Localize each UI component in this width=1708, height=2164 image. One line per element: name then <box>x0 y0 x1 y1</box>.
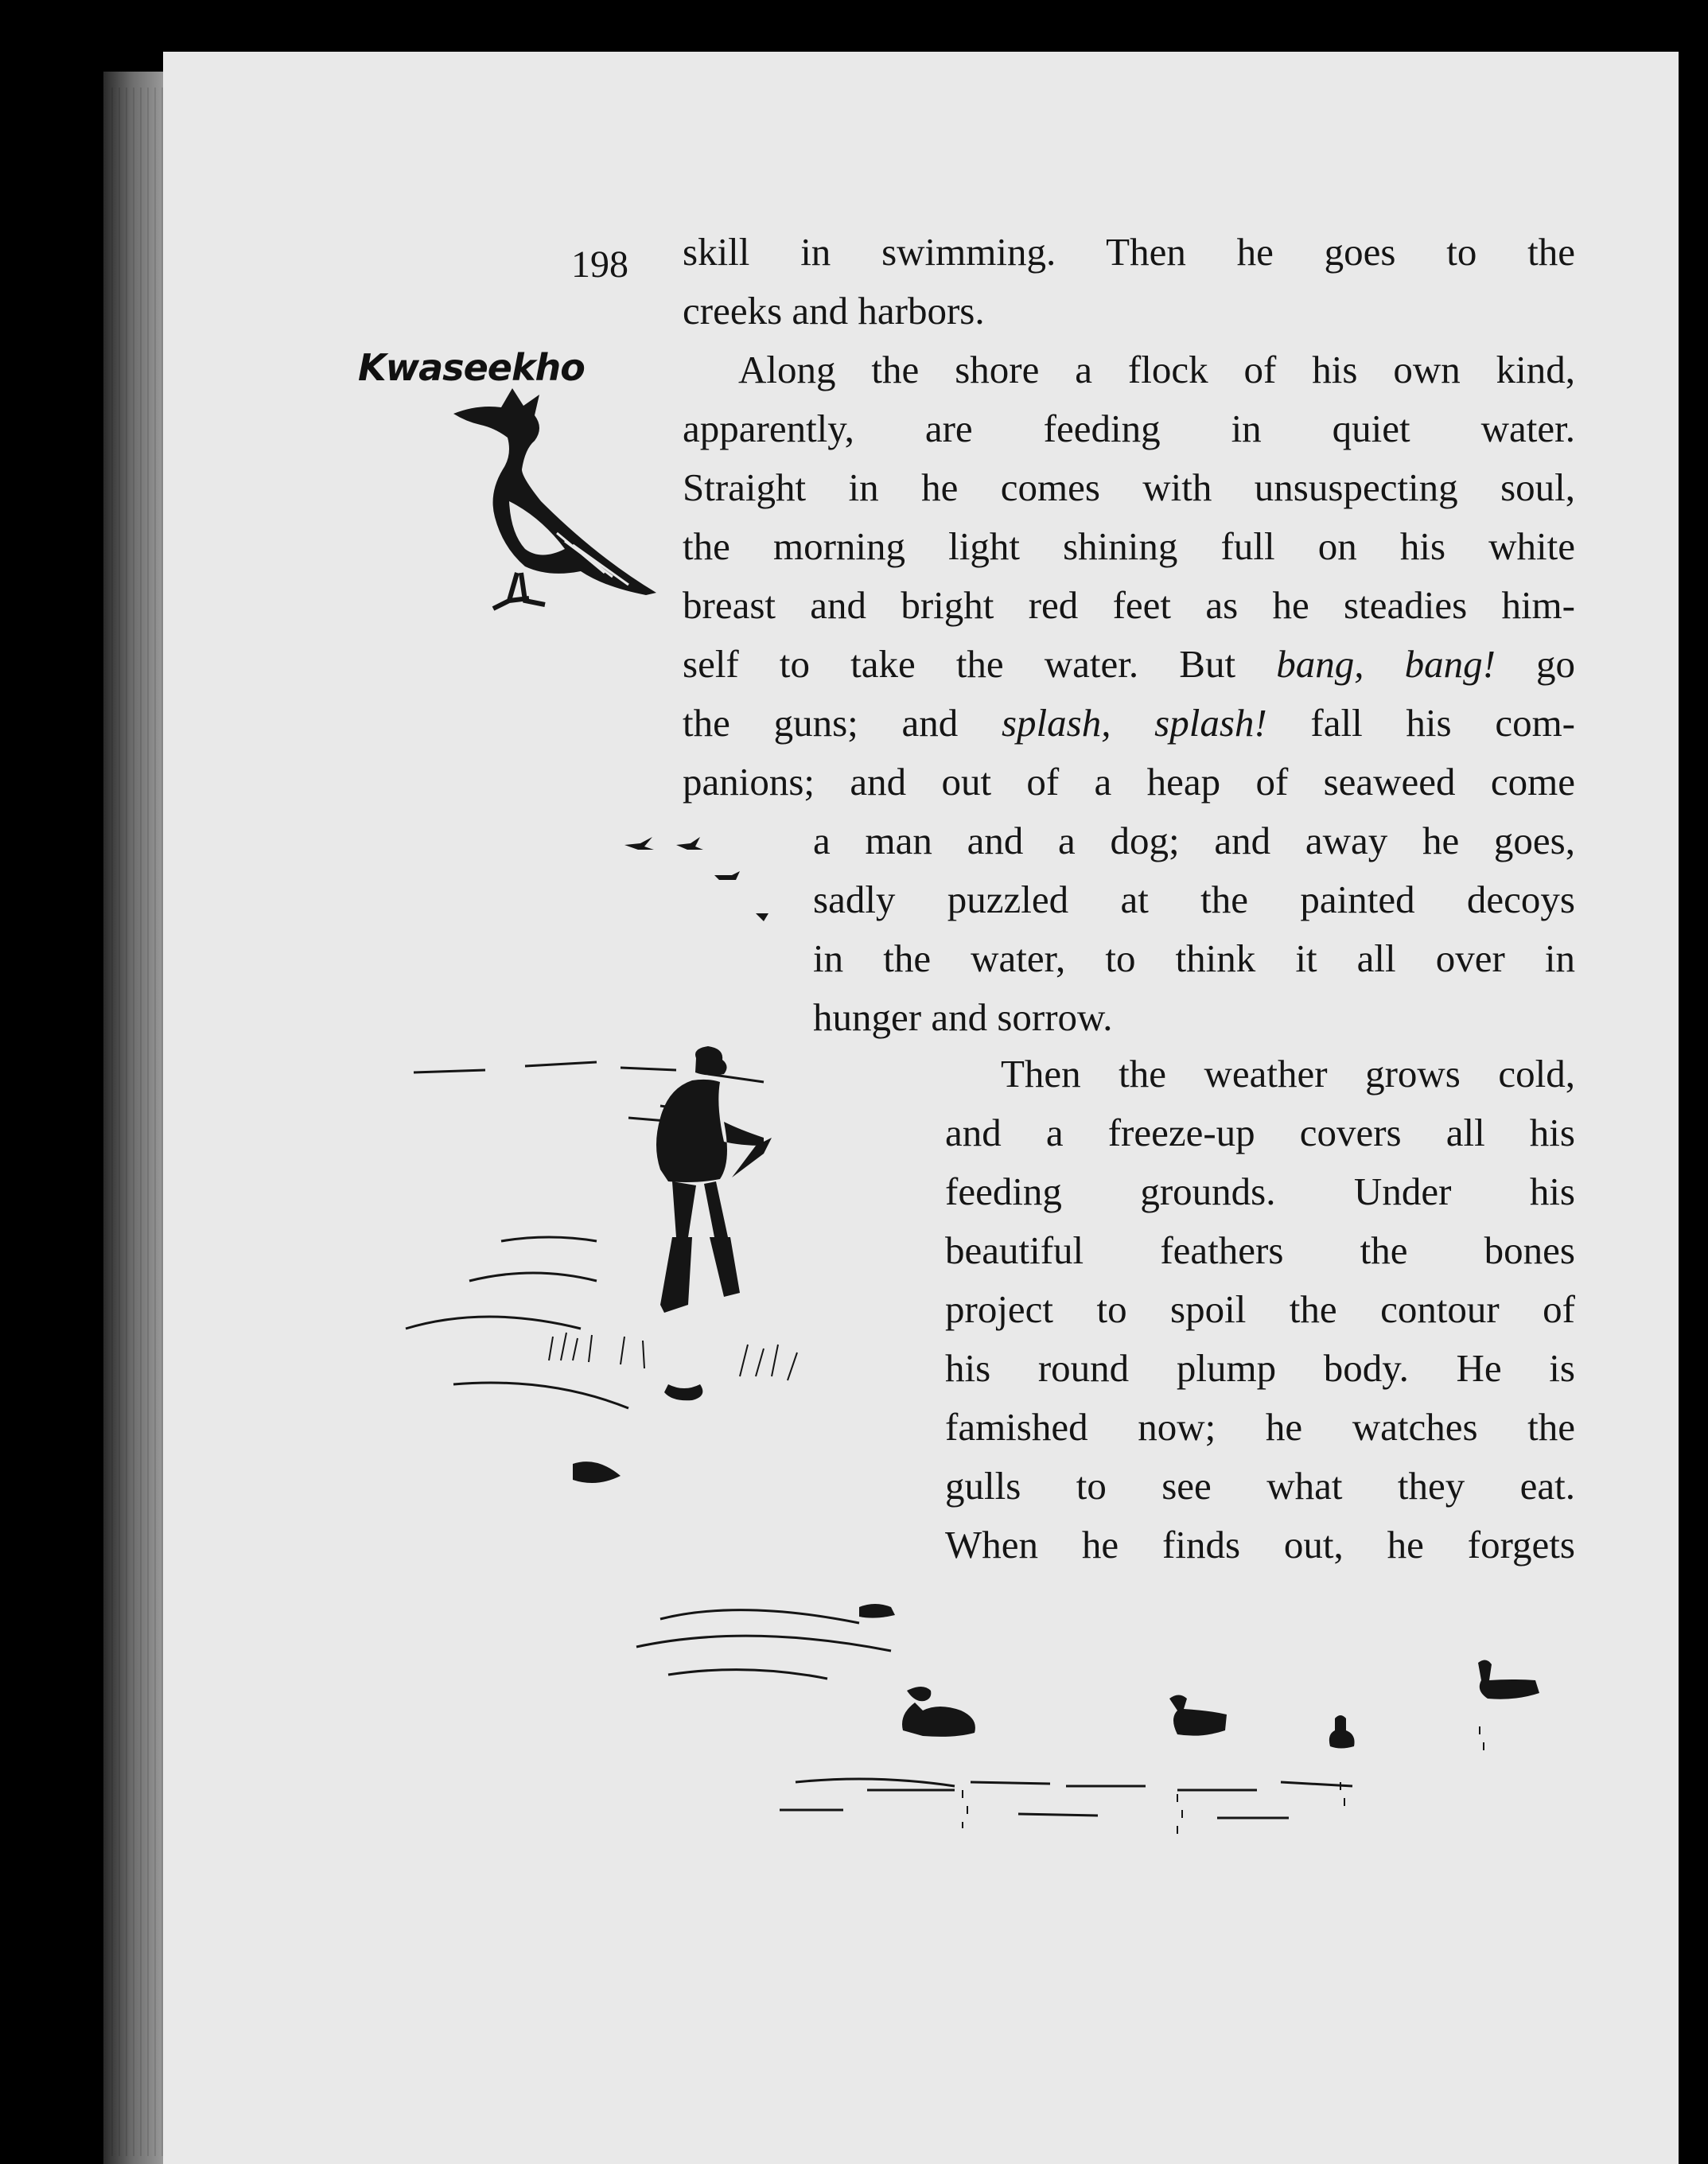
text-line: sadly puzzled at the painted decoys <box>813 878 1575 921</box>
merganser-duck-icon <box>445 382 676 621</box>
text-segment: self to take the water. But <box>683 642 1236 686</box>
text-line: his round plump body. He is <box>945 1346 1575 1390</box>
flying-birds-icon <box>621 827 780 931</box>
text-line: apparently, are feeding in quiet water. <box>683 407 1575 450</box>
text-line: in the water, to think it all over in <box>813 936 1575 980</box>
text-segment: the guns; and <box>683 701 1002 745</box>
text-line: feeding grounds. Under his <box>945 1170 1575 1213</box>
text-line: skill in swimming. Then he goes to the <box>683 230 1575 274</box>
text-line: project to spoil the contour of <box>945 1287 1575 1331</box>
text-line: hunger and sorrow. <box>813 995 1113 1039</box>
text-line: panions; and out of a heap of seaweed come <box>683 760 1575 804</box>
text-line: Straight in he comes with unsuspecting soul, <box>683 465 1575 509</box>
text-line: gulls to see what they eat. <box>945 1464 1575 1508</box>
text-line: Then the weather grows cold, <box>1001 1052 1575 1096</box>
text-line: a man and a dog; and away he goes, <box>813 819 1575 862</box>
text-line: famished now; he watches the <box>945 1405 1575 1449</box>
text-line: breast and bright red feet as he steadies him- <box>683 583 1575 627</box>
hunter-illustration <box>390 1042 931 1599</box>
text-line <box>683 635 1575 694</box>
text-segment: go <box>1495 642 1576 686</box>
text-line: creeks and harbors. <box>683 289 985 333</box>
text-line: beautiful feathers the bones <box>945 1228 1575 1272</box>
emphasis-text: bang, bang! <box>1276 642 1496 686</box>
text-line: the morning light shining full on his white <box>683 524 1575 568</box>
page-number: 198 <box>571 243 628 286</box>
text-line <box>683 694 1575 753</box>
text-segment: fall his com- <box>1266 701 1576 745</box>
text-line: and a freeze-up covers all his <box>945 1111 1575 1154</box>
sidebar-title: Kwaseekho <box>358 346 585 389</box>
text-line: Along the shore a flock of his own kind, <box>738 348 1575 391</box>
emphasis-text: splash, splash! <box>1001 701 1267 745</box>
text-line: When he finds out, he forgets <box>945 1523 1575 1567</box>
duck-decoys-illustration <box>541 1591 1575 1893</box>
